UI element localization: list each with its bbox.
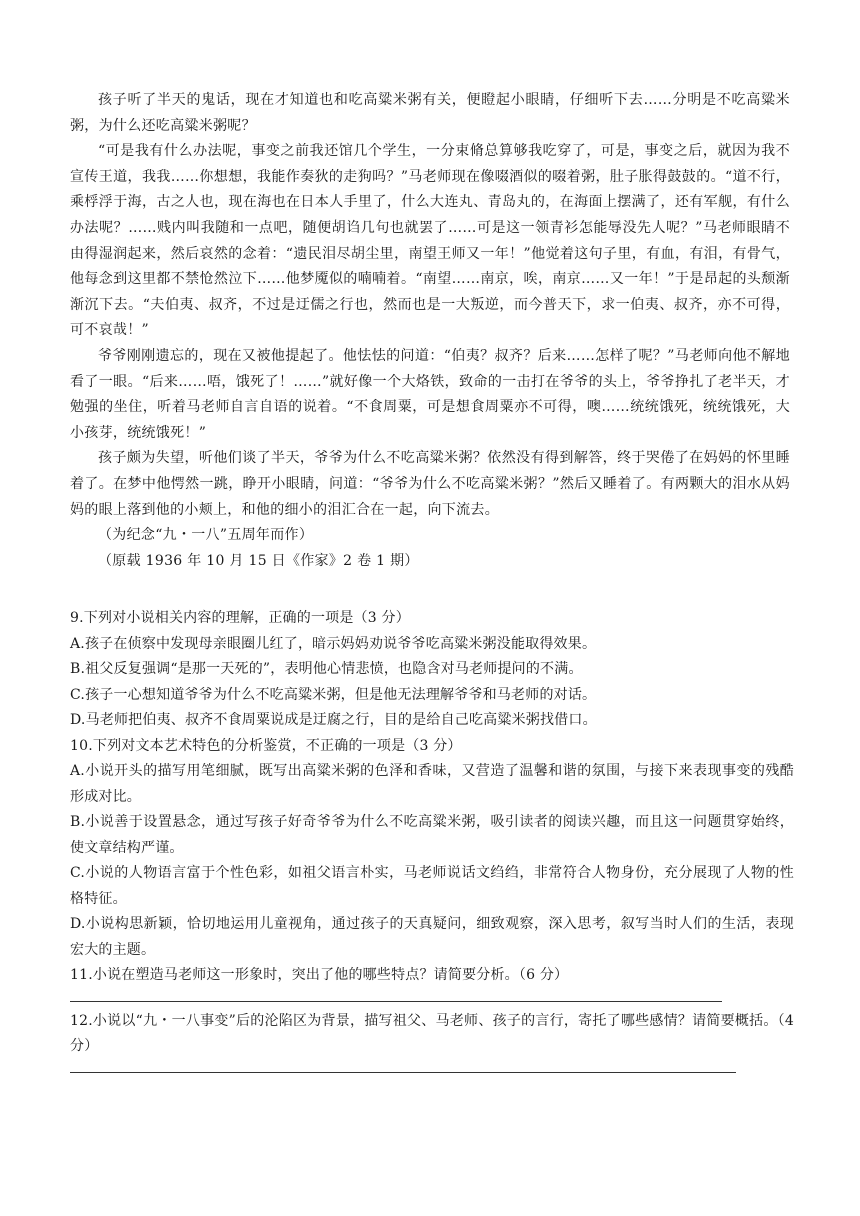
- question-11-answer-line[interactable]: [70, 989, 722, 1002]
- question-9-option-b: B.祖父反复强调“是那一天死的”，表明他心情悲愤，也隐含对马老师提问的不满。: [70, 661, 583, 677]
- question-9-option-d: D.马老师把伯夷、叔齐不食周粟说成是迂腐之行，目的是给自己吃高粱米粥找借口。: [70, 712, 597, 728]
- story-paragraph: 孩子颇为失望，听他们谈了半天，爷爷为什么不吃高粱米粥？依然没有得到解答，终于哭倦了在妈妈的怀里睡着了。在梦中他愕然一跳，睁开小眼睛，问道：“爷爷为什么不吃高粱米粥？”然后又睡着了。有两颗大的泪水从妈妈的眼上落到他的小颊上，和他的细小的泪汇合在一起，向下流去。: [70, 450, 790, 518]
- question-9-option-c: C.孩子一心想知道爷爷为什么不吃高粱米粥，但是他无法理解爷爷和马老师的对话。: [70, 686, 597, 703]
- story-paragraph: “可是我有什么办法呢，事变之前我还馆几个学生，一分束脩总算够我吃穿了，可是，事变之后，就因为我不宣传王道，我我……你想想，我能作奏狄的走狗吗？”马老师现在像啜酒似的啜着粥，肚子胀得鼓鼓的。“道不行，乘桴浮于海，古之人也，现在海也在日本人手里了，什么大连丸、青岛丸的，在海面上摆满了，还有军舰，有什么办法呢？……贱内叫我随和一点吧，随便胡诌几句也就罢了……可是这一领青衫怎能辱没先人呢？”马老师眼睛不由得湿润起来，然后哀然的念着：“遗民泪尽胡尘里，南望王师又一年！”他觉着这句子里，有血，有泪，有骨气，他每念到这里都不禁怆然泣下……他梦魇似的喃喃着。“南望……南京，唉，南京……又一年！”于是昂起的头颓渐渐沉下去。“夫伯夷、叔齐，不过是迂儒之行也，然而也是一大叛逆，而今普天下，求一伯夷、叔齐，亦不可得，可不哀哉！”: [70, 143, 790, 339]
- dedication-note: （为纪念“九・一八”五周年而作）: [98, 527, 314, 544]
- question-12-stem: 12.小说以“九・一八事变”后的沦陷区为背景，描写祖父、马老师、孩子的言行，寄托了哪些感情？请简要概括。（4 分）: [70, 1012, 794, 1054]
- source-note: （原载 1936 年 10 月 15 日《作家》2 卷 1 期）: [98, 552, 419, 569]
- question-10-option-a: A.小说开头的描写用笔细腻，既写出高粱米粥的色泽和香味，又营造了温馨和谐的氛围，与接下来表现事变的残酷形成对比。: [70, 763, 794, 805]
- story-paragraph: 爷爷刚刚遗忘的，现在又被他提起了。他怯怯的问道：“伯夷？叔齐？后来……怎样了呢？”马老师向他不解地看了一眼。“后来……唔，饿死了！……”就好像一个大烙铁，致命的一击打在爷爷的头上，爷爷挣扎了老半天，才勉强的坐住，听着马老师自言自语的说着。“不食周粟，可是想食周粟亦不可得，噢……统统饿死，统统饿死，大小孩芽，统统饿死！”: [70, 347, 790, 441]
- question-12-answer-line[interactable]: [70, 1060, 736, 1073]
- story-excerpt: [70, 88, 790, 574]
- question-9-option-a: A.孩子在侦察中发现母亲眼圈儿红了，暗示妈妈劝说爷爷吃高粱米粥没能取得效果。: [70, 635, 597, 652]
- question-11-stem: 11.小说在塑造马老师这一形象时，突出了他的哪些特点？请简要分析。（6 分）: [70, 967, 569, 983]
- question-10-option-d: D.小说构思新颖，恰切地运用儿童视角，通过孩子的天真疑问，细致观察，深入思考，叙写当时人们的生活，表现宏大的主题。: [70, 916, 794, 958]
- story-paragraph: 孩子听了半天的鬼话，现在才知道也和吃高粱米粥有关，便瞪起小眼睛，仔细听下去……分明是不吃高粱米粥，为什么还吃高粱米粥呢？: [70, 92, 790, 134]
- question-section: [70, 606, 794, 1080]
- question-10-option-b: B.小说善于设置悬念，通过写孩子好奇爷爷为什么不吃高粱米粥，吸引读者的阅读兴趣，而且这一问题贯穿始终，使文章结构严谨。: [70, 814, 794, 856]
- question-10-option-c: C.小说的人物语言富于个性色彩，如祖父语言朴实，马老师说话文绉绉，非常符合人物身份，充分展现了人物的性格特征。: [70, 865, 794, 907]
- question-10-stem: 10.下列对文本艺术特色的分析鉴赏，不正确的一项是（3 分）: [70, 737, 462, 754]
- question-9-stem: 9.下列对小说相关内容的理解，正确的一项是（3 分）: [70, 610, 410, 626]
